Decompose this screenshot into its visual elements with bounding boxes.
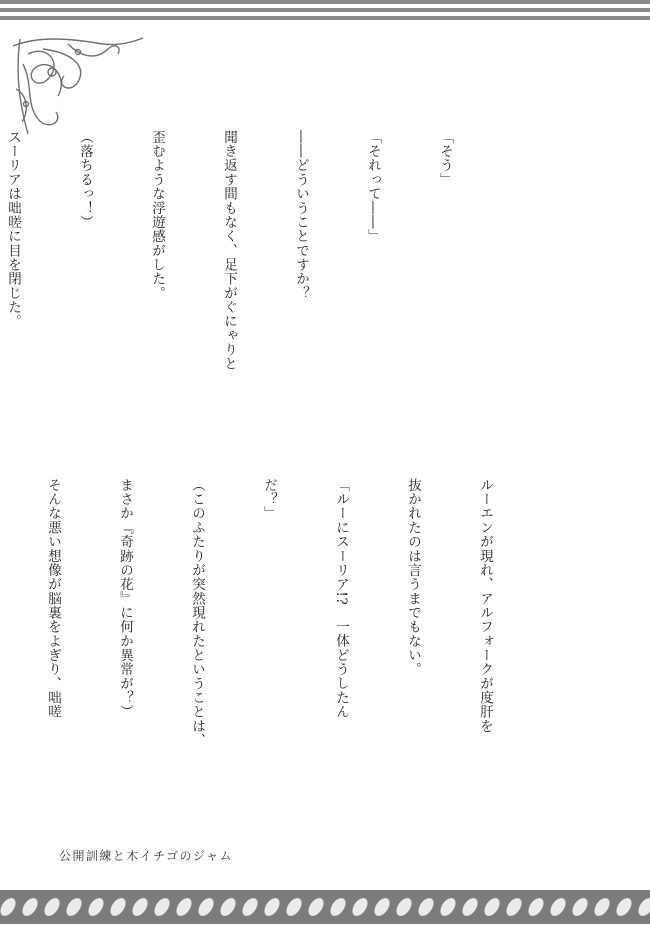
text-line: 「そう」 — [437, 130, 453, 187]
text-line: ――どういうことですか？ — [293, 130, 309, 301]
leaf-motif — [393, 895, 414, 918]
text-line: 「ルーにスーリア!? 一体どうしたん — [333, 478, 349, 719]
text-line: （このふたりが突然現れたということは、 — [189, 478, 205, 748]
leaf-motif — [459, 895, 480, 918]
leaf-motif — [503, 895, 524, 918]
leaf-motif — [63, 895, 84, 918]
leaf-motif — [349, 895, 370, 918]
leaf-motif — [173, 895, 194, 918]
leaf-motif — [239, 895, 260, 918]
leaf-motif — [217, 895, 238, 918]
text-line: ルーエンが現れ、アルフォークが度肝を — [477, 478, 493, 734]
top-rule-1 — [0, 0, 650, 4]
text-line: そんな悪い想像が脳裏をよぎり、咄嗟 — [45, 478, 61, 719]
leaf-motif — [19, 895, 40, 918]
leaf-motif — [547, 895, 568, 918]
leaf-motif — [283, 895, 304, 918]
text-line: だ？」 — [261, 478, 277, 521]
leaf-motif — [195, 895, 216, 918]
leaf-motif — [107, 895, 128, 918]
leaf-motif — [85, 895, 106, 918]
upper-text-passage — [5, 130, 505, 430]
leaf-motif — [305, 895, 326, 918]
leaf-motif — [591, 895, 612, 918]
leaf-motif — [569, 895, 590, 918]
leaf-motif — [129, 895, 150, 918]
bottom-decorative-band — [0, 890, 650, 924]
leaf-motif — [0, 895, 19, 918]
leaf-motif — [635, 895, 650, 918]
text-line: 「それって――」 — [365, 130, 381, 244]
text-line: 聞き返す間もなく、足下がぐにゃりと — [221, 130, 237, 371]
leaf-pattern-icon — [0, 890, 650, 924]
leaf-motif — [327, 895, 348, 918]
top-rule-3 — [0, 16, 650, 20]
corner-flourish-icon — [8, 34, 148, 144]
text-line: （落ちるっ！） — [77, 130, 93, 230]
leaf-motif — [481, 895, 502, 918]
leaf-motif — [525, 895, 546, 918]
leaf-motif — [371, 895, 392, 918]
footer-book-title: 公開訓練と木イチゴのジャム — [59, 849, 234, 863]
leaf-motif — [151, 895, 172, 918]
lower-text-passage — [45, 478, 545, 778]
leaf-motif — [261, 895, 282, 918]
leaf-motif — [415, 895, 436, 918]
text-line: 歪むような浮遊感がした。 — [149, 130, 165, 301]
leaf-motif — [437, 895, 458, 918]
leaf-motif — [613, 895, 634, 918]
text-line: まさか『奇跡の花』に何か異常が？） — [117, 478, 133, 719]
top-rule-2 — [0, 8, 650, 12]
text-line: スーリアは咄嗟に目を閉じた。 — [5, 130, 21, 329]
leaf-motif — [41, 895, 62, 918]
text-line: 抜かれたのは言うまでもない。 — [405, 478, 421, 677]
